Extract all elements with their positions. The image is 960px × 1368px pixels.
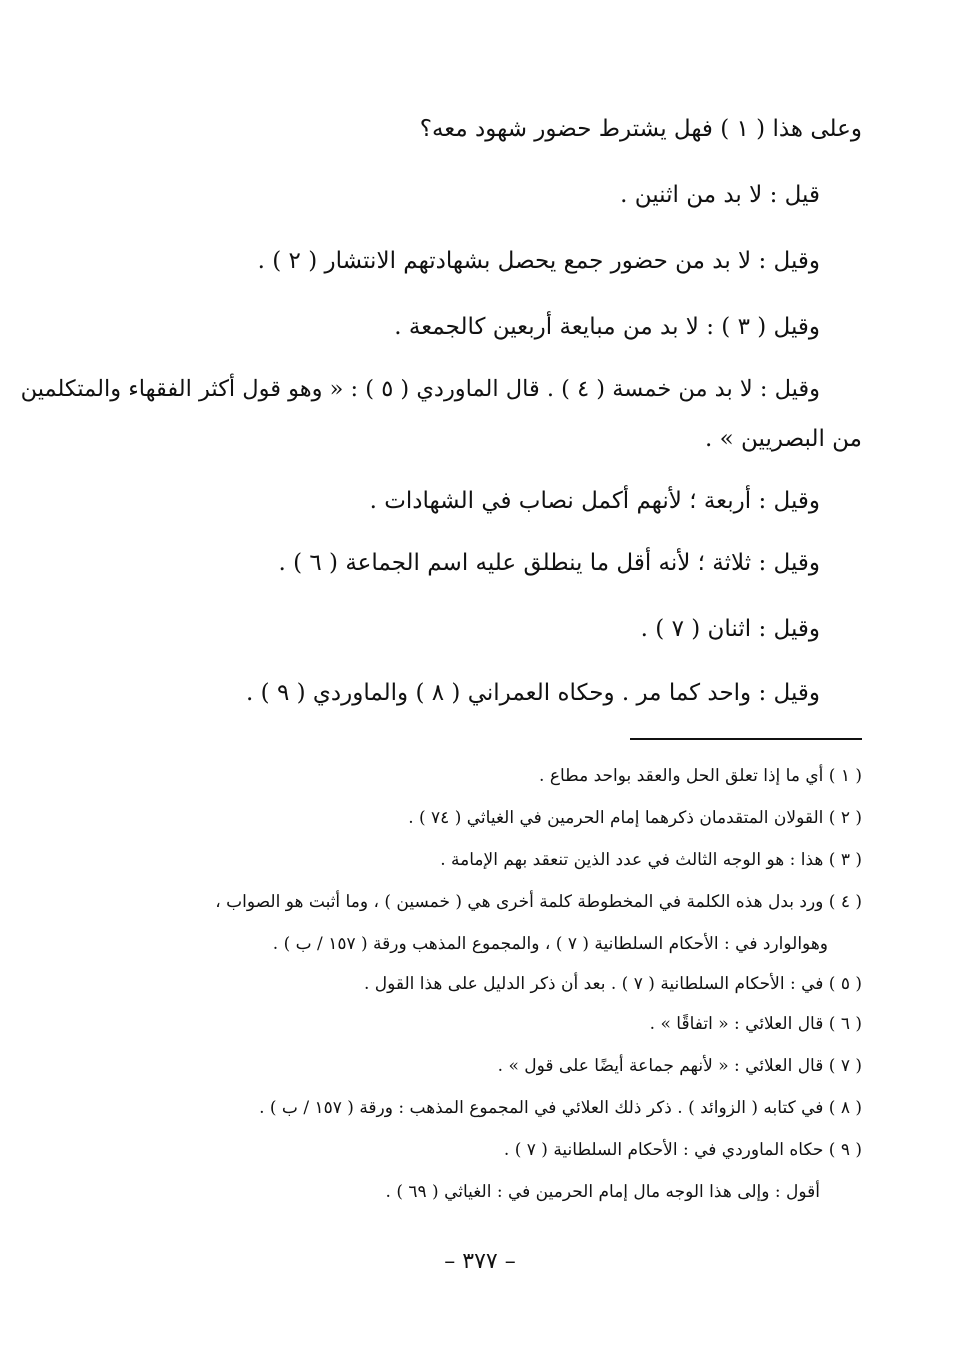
- body-line-10: وقيل : واحد كما مر . وحكاه العمراني ( ٨ ) والماوردي ( ٩ ) .: [246, 680, 820, 706]
- footnote-4: ( ٤ ) ورد بدل هذه الكلمة في المخطوطة كلمة أخرى هي ( خمسين ) ، وما أثبت هو الصواب ،: [215, 892, 862, 912]
- footnote-5: ( ٥ ) في : الأحكام السلطانية ( ٧ ) . بعد أن ذكر الدليل على هذا القول .: [363, 974, 862, 994]
- body-line-4: وقيل ( ٣ ) : لا بد من مبايعة أربعين كالجمعة .: [394, 314, 820, 340]
- footnote-7: ( ٧ ) قال العلائي : « لأنهم جماعة أيضًا على قول » .: [497, 1056, 862, 1076]
- footnote-9: ( ٩ ) حكاه الماوردي في : الأحكام السلطانية ( ٧ ) .: [503, 1140, 862, 1160]
- body-line-3: وقيل : لا بد من حضور جمع يحصل بشهادتهم الانتشار ( ٢ ) .: [257, 248, 820, 274]
- footnote-9-continuation: أقول : وإلى هذا الوجه مال إمام الحرمين في : الغياثي ( ٦٩ ) .: [385, 1182, 820, 1202]
- footnote-8: ( ٨ ) في كتابه ( الزوائد ) . ذكر ذلك العلائي في المجموع المذهب : ورقة ( ١٥٧ / ب ) .: [259, 1098, 862, 1118]
- footnote-separator: [630, 738, 862, 740]
- body-line-5: وقيل : لا بد من خمسة ( ٤ ) . قال الماوردي ( ٥ ) : « وهو قول أكثر الفقهاء والمتكلمين: [20, 376, 820, 402]
- footnote-1: ( ١ ) أي ما إذا تعلق الحل والعقد بواحد مطاع .: [539, 766, 862, 786]
- footnote-3: ( ٣ ) هذا : هو الوجه الثالث في عدد الذين تنعقد بهم الإمامة .: [440, 850, 862, 870]
- footnote-2: ( ٢ ) القولان المتقدمان ذكرهما إمام الحرمين في الغياثي ( ٧٤ ) .: [408, 808, 862, 828]
- body-line-8: وقيل : ثلاثة ؛ لأنه أقل ما ينطلق عليه اسم الجماعة ( ٦ ) .: [278, 550, 820, 576]
- page-number: – ٣٧٧ –: [444, 1249, 516, 1274]
- body-line-9: وقيل : اثنان ( ٧ ) .: [640, 616, 820, 642]
- body-line-1: وعلى هذا ( ١ ) فهل يشترط حضور شهود معه؟: [419, 116, 862, 142]
- body-line-6: من البصريين » .: [705, 426, 862, 452]
- body-line-2: قيل : لا بد من اثنين .: [620, 182, 820, 208]
- footnote-6: ( ٦ ) قال العلائي : « اتفاقًا » .: [649, 1014, 862, 1034]
- body-line-7: وقيل : أربعة ؛ لأنهم أكمل نصاب في الشهادات .: [369, 488, 820, 514]
- footnote-4-continuation: وهوالوارد في : الأحكام السلطانية ( ٧ ) ، والمجموع المذهب ورقة ( ١٥٧ / ب ) .: [272, 934, 828, 954]
